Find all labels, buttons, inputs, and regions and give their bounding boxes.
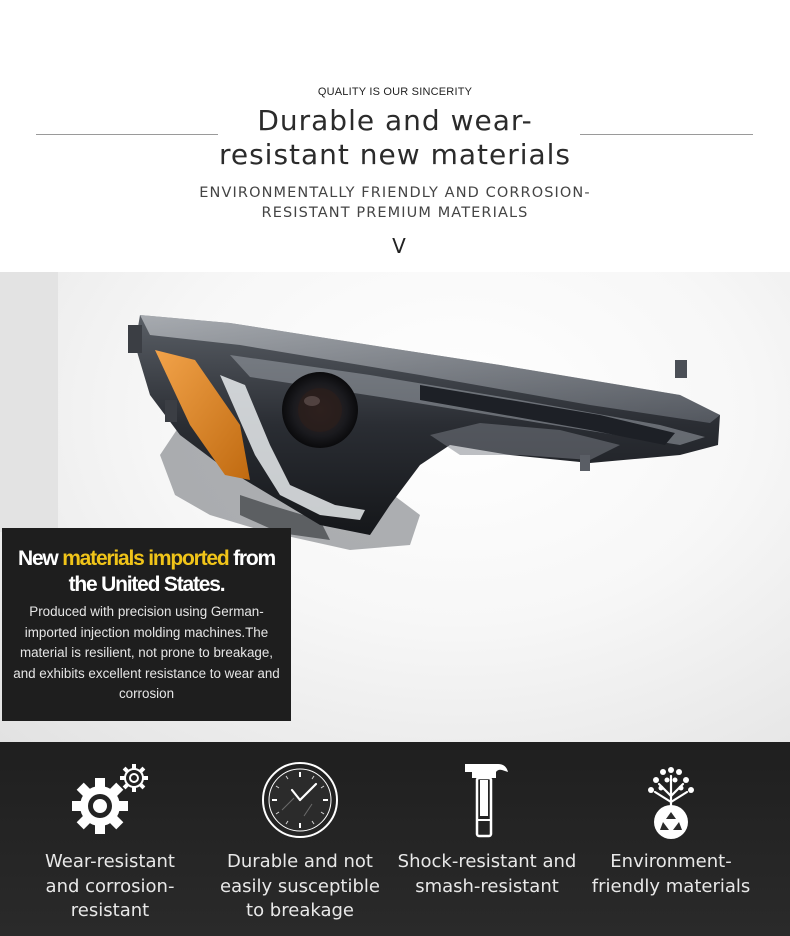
feature-label-line: Wear-resistant: [45, 851, 175, 872]
feature-label-line: Environment-: [610, 851, 732, 872]
callout-heading-highlight: materials imported: [62, 547, 229, 570]
title-line-1: Durable and wear-: [257, 104, 533, 137]
divider-left: [36, 134, 218, 135]
feature-label-line: smash-resistant: [415, 875, 559, 897]
feature-label-line: easily susceptible: [220, 875, 380, 897]
title-line-2: resistant new materials: [218, 138, 572, 171]
chevron-down-icon: V: [392, 234, 406, 258]
subtitle-line-1: ENVIRONMENTALLY FRIENDLY AND CORROSION-: [199, 185, 591, 201]
callout-heading-line2: the United States.: [68, 573, 225, 596]
feature-eco-friendly: [578, 742, 764, 936]
callout-heading: [2, 546, 291, 598]
headlight-image: [120, 305, 730, 565]
subtitle-line-2: RESISTANT PREMIUM MATERIALS: [261, 205, 529, 221]
divider-right: [580, 134, 753, 135]
hammer-icon: [462, 760, 512, 840]
eco-tree-icon: [641, 760, 701, 840]
page-title: [205, 104, 585, 172]
callout-heading-part1: New: [17, 547, 63, 570]
feature-shock-resistant: [392, 742, 582, 936]
feature-label: [10, 850, 210, 924]
feature-label-line: and corrosion-: [45, 875, 175, 897]
feature-label: [392, 850, 582, 899]
header-section: [0, 0, 790, 272]
callout-heading-part2: from: [228, 547, 276, 570]
feature-label: [200, 850, 400, 924]
features-band: [0, 742, 790, 936]
feature-label-line: Shock-resistant and: [397, 851, 577, 872]
feature-label-line: resistant: [70, 900, 150, 921]
kicker-text: QUALITY IS OUR SINCERITY: [317, 86, 473, 98]
subtitle: [185, 183, 605, 223]
photo-side-strip: [0, 272, 58, 532]
clock-icon: [260, 760, 340, 840]
feature-label-line: to breakage: [246, 900, 354, 921]
feature-label-line: Durable and not: [227, 851, 373, 872]
feature-wear-resistant: [10, 742, 210, 936]
materials-callout: [2, 528, 291, 721]
feature-label: [578, 850, 764, 899]
gears-icon: [65, 760, 155, 840]
feature-label-line: friendly materials: [591, 875, 751, 897]
feature-durable: [200, 742, 400, 936]
callout-body: Produced with precision using German-imported injection molding machines.The material is resilient, not prone to breakage, and exhibits excellent resistance to wear and corrosion: [13, 604, 280, 701]
